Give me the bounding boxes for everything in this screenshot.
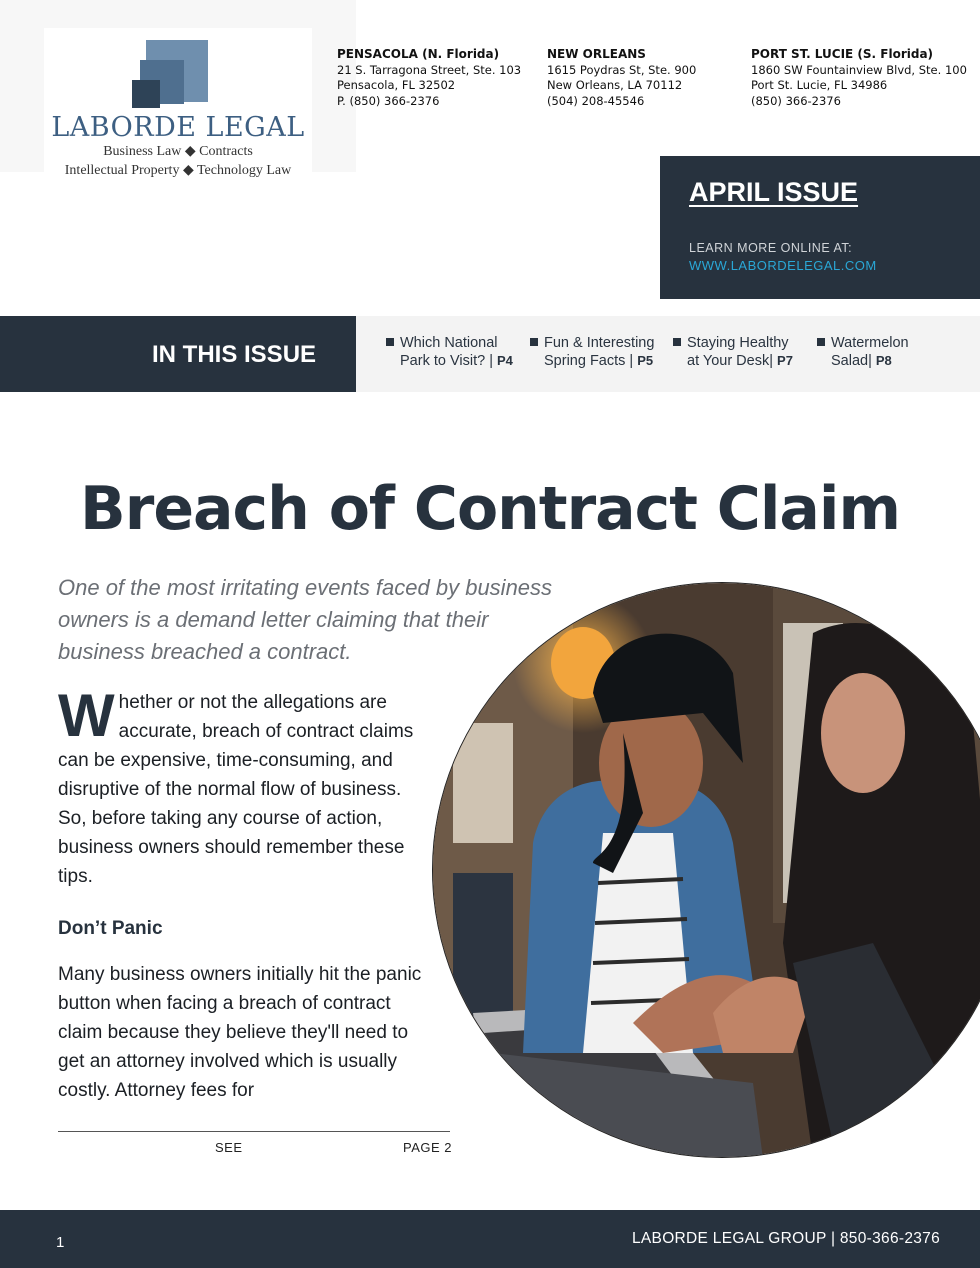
drop-cap: W — [58, 682, 115, 749]
office-port-st-lucie — [751, 47, 967, 109]
office-phone: P. (850) 366-2376 — [337, 93, 440, 108]
issue-title: APRIL ISSUE — [689, 177, 859, 207]
article-intro: One of the most irritating events faced by business owners is a demand letter claiming that their business breached a contract. — [58, 575, 553, 664]
toc-heading: IN THIS ISSUE — [152, 341, 317, 368]
office-address: 1860 SW Fountainview Blvd, Ste. 100 — [751, 62, 967, 77]
office-phone: (850) 366-2376 — [751, 93, 841, 108]
toc-item-staying-healthy[interactable] — [687, 334, 793, 370]
toc-item-spring-facts[interactable] — [544, 334, 654, 370]
office-new-orleans — [547, 47, 696, 109]
paragraph-text: hether or not the allegations are accurate, breach of contract claims can be expensive, time-consuming, and disruptive of the normal flow of business. So, before taking any course of action, business owners should remember these tips. — [58, 692, 414, 887]
office-phone: (504) 208-45546 — [547, 93, 645, 108]
bullet-square-icon — [673, 338, 681, 346]
learn-more-label: LEARN MORE ONLINE AT: — [689, 241, 853, 255]
office-city-zip: Port St. Lucie, FL 34986 — [751, 78, 888, 92]
toc-item-page: P5 — [637, 353, 654, 368]
continued-page-link[interactable]: PAGE 2 — [403, 1140, 453, 1155]
office-city-zip: New Orleans, LA 70112 — [547, 78, 683, 92]
office-city-zip: Pensacola, FL 32502 — [337, 78, 456, 92]
photo-illustration — [433, 583, 980, 1158]
toc-item-line1: Watermelon — [831, 335, 909, 351]
toc-item-line2: at Your Desk| — [687, 353, 778, 369]
section-subhead: Don’t Panic — [58, 918, 163, 939]
toc-item-line1: Staying Healthy — [687, 335, 789, 351]
divider — [58, 1131, 450, 1132]
toc-item-watermelon-salad[interactable] — [831, 334, 909, 370]
toc-item-page: P8 — [875, 353, 892, 368]
office-city: NEW ORLEANS — [547, 47, 646, 61]
toc-item-line2: Park to Visit? | — [400, 353, 497, 369]
office-pensacola — [337, 47, 521, 109]
article-photo — [432, 582, 980, 1158]
office-city: PORT ST. LUCIE (S. Florida) — [751, 47, 934, 61]
bullet-square-icon — [530, 338, 538, 346]
office-city: PENSACOLA (N. Florida) — [337, 47, 500, 61]
toc-item-line2: Spring Facts | — [544, 353, 638, 369]
toc-item-page: P7 — [777, 353, 793, 368]
page-number: 1 — [56, 1234, 65, 1251]
bullet-square-icon — [386, 338, 394, 346]
toc-item-line2: Salad| — [831, 353, 876, 369]
logo-name: LABORDE LEGAL — [51, 112, 305, 143]
continued-see-label: SEE — [215, 1140, 243, 1155]
logo-tagline-1: Business Law ◆ Contracts — [103, 144, 253, 159]
toc-item-national-park[interactable] — [400, 334, 513, 370]
logo-squares-icon — [132, 40, 212, 110]
toc-item-line1: Which National — [400, 335, 498, 351]
footer-contact: LABORDE LEGAL GROUP | 850-366-2376 — [632, 1230, 941, 1247]
toc-item-line1: Fun & Interesting — [544, 335, 655, 351]
toc-item-page: P4 — [496, 353, 513, 368]
bullet-square-icon — [817, 338, 825, 346]
website-link[interactable]: WWW.LABORDELEGAL.COM — [689, 258, 877, 273]
logo-tagline-2: Intellectual Property ◆ Technology Law — [64, 163, 292, 178]
article-paragraph-1 — [58, 682, 428, 891]
article-paragraph-2: Many business owners initially hit the panic button when facing a breach of contract claim because they believe they'll need to get an attorney involved which is usually costly. Attorney fees for — [58, 964, 422, 1101]
office-address: 21 S. Tarragona Street, Ste. 103 — [337, 62, 522, 77]
office-address: 1615 Poydras St, Ste. 900 — [547, 62, 697, 77]
article-headline: Breach of Contract Claim — [80, 474, 900, 544]
